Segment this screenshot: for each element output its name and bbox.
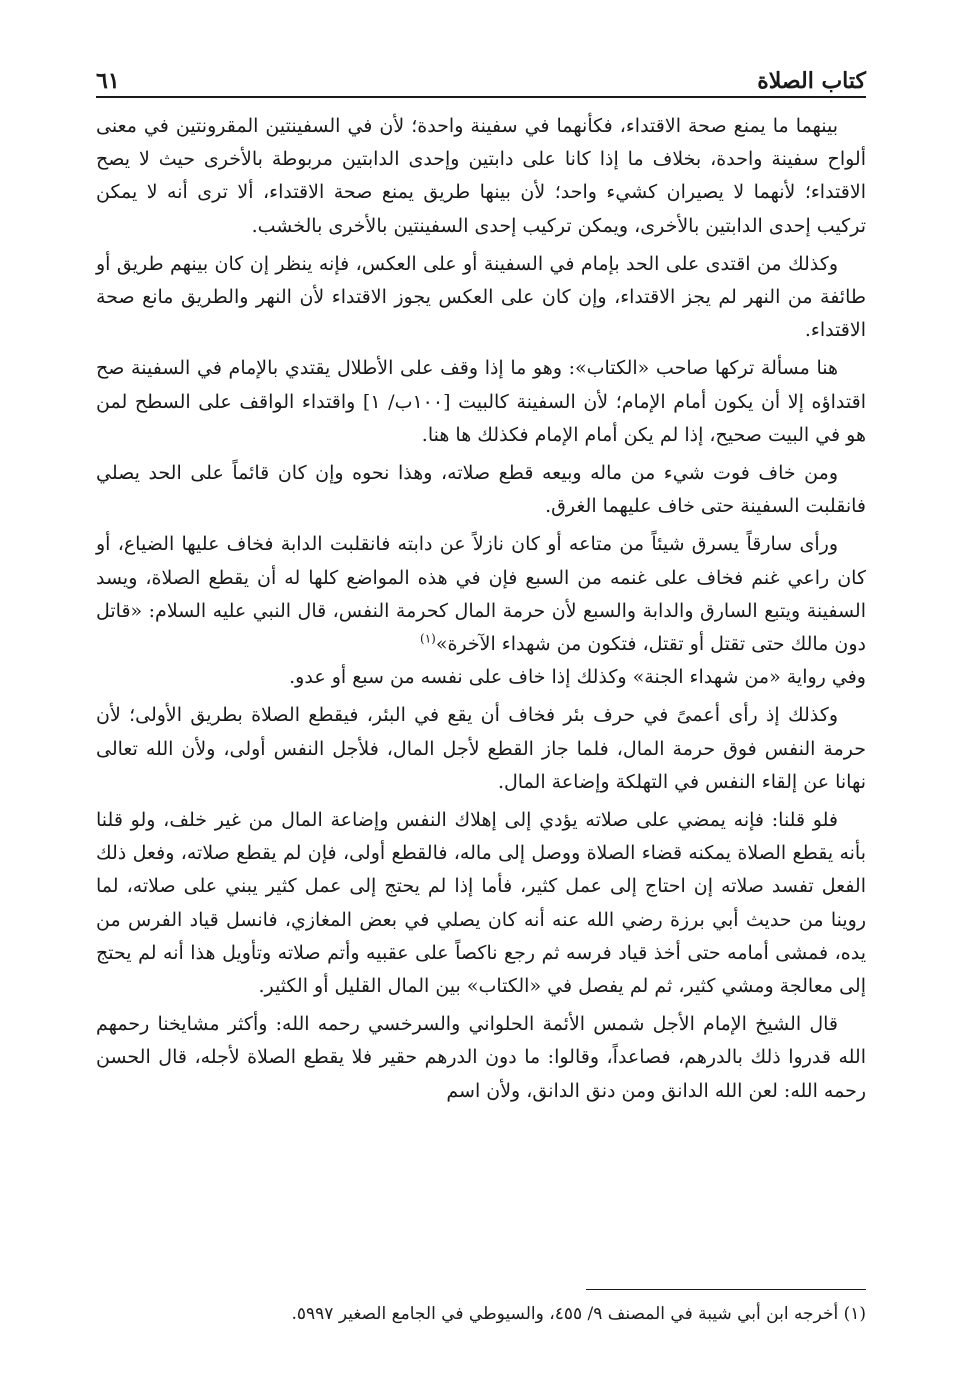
paragraph: فلو قلنا: فإنه يمضي على صلاته يؤدي إلى إهلاك النفس وإضاعة المال من غير خلف، ولو قلنا بأنه يقطع الصلاة يمكنه قضاء الصلاة ووصل إلى ماله، فالقطع أولى، فإن لم يقطع صلاته، وفعل ذلك الفعل تفسد صلاته إن احتاج إلى عمل كثير، فأما إذا لم يحتج إلى عمل كثير يبني على صلاته، لما روينا من حديث أبي برزة رضي الله عنه أنه كان يصلي في بعض المغازي، فانسل قياد الفرس من يده، فمشى أمامه حتى أخذ قياد فرسه ثم رجع ناكصاً على عقبيه وأتم صلاته وتأويل هذا أنه لم يحتج إلى معالجة ومشي كثير، ثم لم يفصل في «الكتاب» بين المال القليل أو الكثير. (96, 809, 866, 998)
footnote-reference: (١) (420, 631, 436, 646)
paragraph-text: ورأى سارقاً يسرق شيئاً من متاعه أو كان نازلاً عن دابته فانقلبت الدابة فخاف عليها الضياع، أو كان راعي غنم فخاف على غنمه من السبع فإن في هذه المواضع كلها له أن يقطع الصلاة، ويسد السفينة ويتبع السارق والدابة والسبع لأن حرمة المال كحرمة النفس، قال النبي عليه السلام: «قاتل دون مالك حتى تقتل أو تقتل، فتكون من شهداء الآخرة» (96, 533, 866, 656)
running-header (96, 56, 866, 96)
chapter-title: كتاب الصلاة (757, 68, 866, 94)
body-text (96, 110, 866, 1113)
paragraph: وكذلك من اقتدى على الحد بإمام في السفينة أو على العكس، فإنه ينظر إن كان بينهم طريق أو طائفة من النهر لم يجز الاقتداء، وإن كان على العكس يجوز الاقتداء لأن النهر والطريق مانع صحة الاقتداء. (96, 252, 866, 342)
paragraph (96, 528, 866, 661)
header-rule (96, 96, 866, 98)
paragraph: هنا مسألة تركها صاحب «الكتاب»: وهو ما إذا وقف على الأطلال يقتدي بالإمام في السفينة صح اقتداؤه إلا أن يكون أمام الإمام؛ لأن السفينة كالبيت [١٠٠ب/ ١] واقتداء الواقف على السطح لمن هو في البيت صحيح، إذا لم يكن أمام الإمام فكذلك ها هنا. (96, 357, 866, 446)
footnote-rule (586, 1289, 866, 1290)
paragraph: ومن خاف فوت شيء من ماله وبيعه قطع صلاته، وهذا نحوه وإن كان قائماً على الحد يصلي فانقلبت السفينة حتى خاف عليهما الغرق. (96, 462, 866, 518)
paragraph: وفي رواية «من شهداء الجنة» وكذلك إذا خاف على نفسه من سبع أو عدو. (289, 666, 866, 689)
footnote: (١) أخرجه ابن أبي شيبة في المصنف ٩/ ٤٥٥، والسيوطي في الجامع الصغير ٥٩٩٧. (291, 1304, 866, 1324)
paragraph: بينهما ما يمنع صحة الاقتداء، فكأنهما في سفينة واحدة؛ لأن في السفينتين المقرونتين في معنى ألواح سفينة واحدة، بخلاف ما إذا كانا على دابتين وإحدى الدابتين مربوطة بالأخرى حيث لا يصح الاقتداء؛ لأنهما لا يصيران كشيء واحد؛ لأن بينها طريق يمنع صحة الاقتداء، ألا ترى أنه لا يمكن تركيب إحدى الدابتين بالأخرى، ويمكن تركيب إحدى السفينتين بالأخرى بالخشب. (96, 115, 866, 237)
page-number: ٦١ (96, 68, 120, 94)
paragraph: قال الشيخ الإمام الأجل شمس الأئمة الحلواني والسرخسي رحمه الله: وأكثر مشايخنا رحمهم الله قدروا ذلك بالدرهم، فصاعداً، وقالوا: ما دون الدرهم حقير فلا يقطع الصلاة لأجله، قال الحسن رحمه الله: لعن الله الدانق ومن دنق الدانق، ولأن اسم (96, 1013, 866, 1102)
paragraph: وكذلك إذ رأى أعمىً في حرف بئر فخاف أن يقع في البئر، فيقطع الصلاة بطريق الأولى؛ لأن حرمة النفس فوق حرمة المال، فلما جاز القطع لأجل المال، فلأجل النفس أولى، ولأن الله تعالى نهانا عن إلقاء النفس في التهلكة وإضاعة المال. (96, 704, 866, 793)
